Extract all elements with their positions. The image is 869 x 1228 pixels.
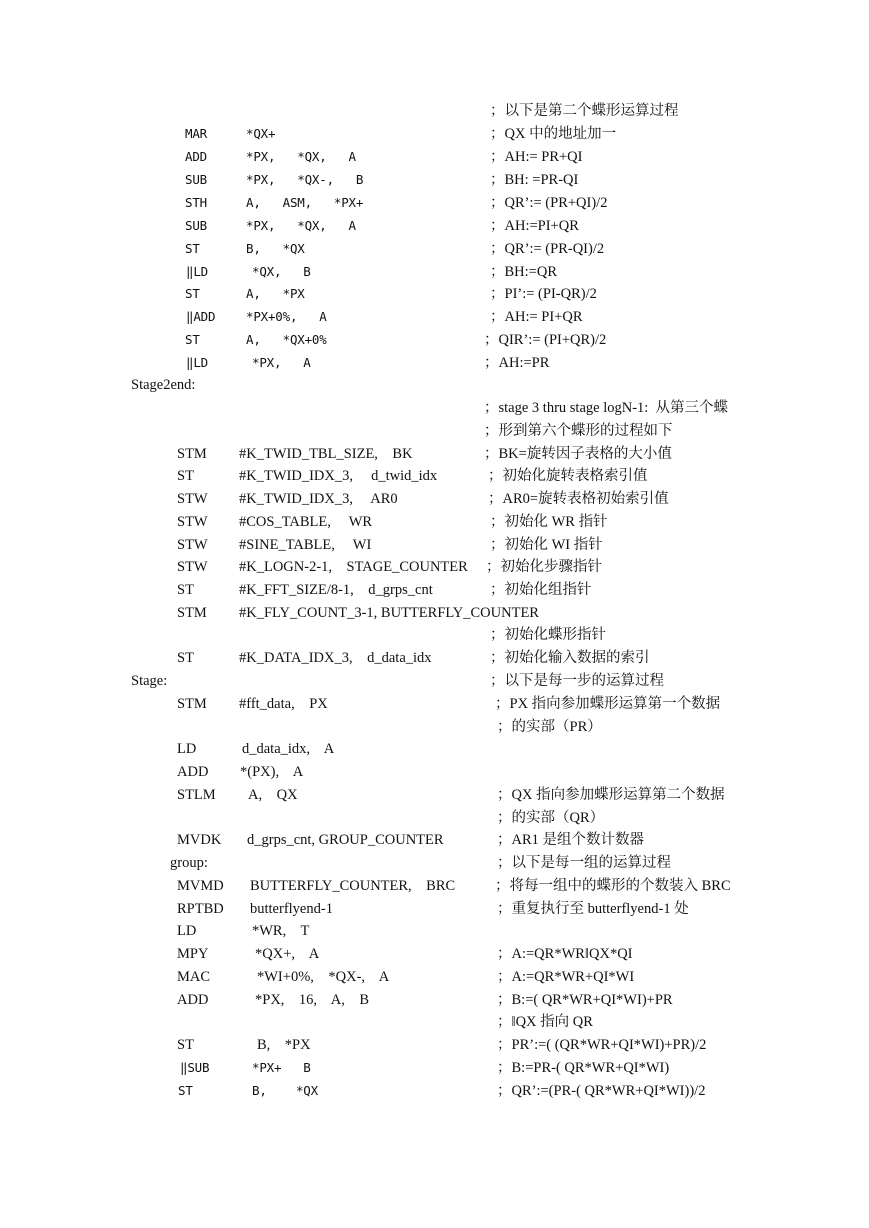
instruction-operands: #K_FLY_COUNT_3-1, BUTTERFLY_COUNTER [239,605,539,621]
instruction-opcode: MPY [177,946,209,962]
instruction-operands: B, *QX [252,1083,318,1098]
code-line [0,693,869,715]
line-comment: ；初始化蝶形指针 [490,627,606,643]
code-line [0,306,869,328]
instruction-opcode: ‖ADD [186,309,216,324]
line-comment: ；以下是第二个蝶形运算过程 [490,103,679,119]
instruction-opcode: STW [177,537,208,553]
code-line [0,215,869,237]
instruction-opcode: ‖SUB [180,1060,210,1075]
instruction-operands: B, *QX [246,241,305,256]
instruction-operands: *PX+ B [252,1060,311,1075]
line-comment: ；A:=QR*WR+QI*WI [497,969,635,985]
instruction-opcode: ST [177,582,194,598]
instruction-operands: #SINE_TABLE, WI [239,537,372,553]
instruction-opcode: STM [177,605,207,621]
code-line [0,829,869,851]
instruction-operands: #COS_TABLE, WR [239,514,373,530]
code-line [0,875,869,897]
instruction-opcode: MAR [185,126,207,141]
instruction-opcode: ST [177,1037,194,1053]
line-comment: ；的实部（QR） [497,810,605,826]
instruction-opcode: RPTBD [177,901,224,917]
line-comment: ；BH: =PR-QI [490,172,579,188]
instruction-operands: #K_TWID_IDX_3, d_twid_idx [239,468,438,484]
instruction-opcode: ‖LD [186,264,208,279]
line-label: Stage2end: [131,377,196,393]
instruction-opcode: STW [177,491,208,507]
code-line [0,761,869,783]
code-line [0,352,869,374]
line-comment: ；初始化 WR 指针 [490,514,608,530]
code-line [0,966,869,988]
code-line [0,898,869,920]
code-line [0,261,869,283]
instruction-opcode: ST [177,468,194,484]
code-line [0,534,869,556]
code-line [0,192,869,214]
code-line [0,146,869,168]
code-line [0,807,869,829]
instruction-opcode: MAC [177,969,211,985]
line-comment: ；‖QX 指向 QR [497,1014,593,1030]
line-comment: ；QR’:=(PR-( QR*WR+QI*WI))/2 [497,1083,706,1099]
instruction-opcode: ST [177,650,194,666]
line-comment: ；QX 指向参加蝶形运算第二个数据 [497,787,725,803]
instruction-operands: #K_TWID_TBL_SIZE, BK [239,446,413,462]
code-line [0,169,869,191]
code-line [0,1011,869,1033]
code-line [0,738,869,760]
instruction-operands: #K_TWID_IDX_3, AR0 [239,491,398,507]
instruction-opcode: LD [177,741,197,757]
code-line [0,1080,869,1102]
instruction-operands: A, ASM, *PX+ [246,195,364,210]
line-comment: ；A:=QR*WR‖QX*QI [497,946,633,962]
instruction-opcode: STW [177,559,208,575]
instruction-opcode: STM [177,446,207,462]
line-comment: ；形到第六个蝶形的过程如下 [484,423,673,439]
instruction-opcode: ST [185,332,200,347]
instruction-operands: *QX, B [252,264,311,279]
line-comment: ；QIR’:= (PI+QR)/2 [484,332,607,348]
instruction-operands: *WR, T [252,923,310,939]
instruction-opcode: STM [177,696,207,712]
line-label: Stage: [131,673,168,689]
code-line [0,420,869,442]
instruction-operands: d_grps_cnt, GROUP_COUNTER [247,832,444,848]
instruction-opcode: SUB [185,218,207,233]
code-line [0,238,869,260]
code-line [0,1034,869,1056]
instruction-operands: A, *PX [246,286,305,301]
line-comment: ；PX 指向参加蝶形运算第一个数据 [495,696,721,712]
line-comment: ；PI’:= (PI-QR)/2 [490,286,597,302]
line-comment: ；初始化 WI 指针 [490,537,603,553]
code-line [0,123,869,145]
instruction-opcode: STH [185,195,207,210]
instruction-operands: *PX, *QX, A [246,149,356,164]
line-comment: ；AH:= PI+QR [490,309,583,325]
instruction-opcode: ‖LD [186,355,208,370]
line-label: group: [170,855,208,871]
line-comment: ；B:=( QR*WR+QI*WI)+PR [497,992,673,1008]
instruction-opcode: ST [185,241,200,256]
instruction-opcode: STW [177,514,208,530]
instruction-operands: butterflyend-1 [250,901,333,917]
code-line [0,943,869,965]
line-comment: ；的实部（PR） [497,719,602,735]
line-comment: ；BH:=QR [490,264,557,280]
instruction-opcode: STLM [177,787,216,803]
instruction-operands: #fft_data, PX [239,696,328,712]
instruction-operands: *PX, A [252,355,311,370]
code-line [0,647,869,669]
line-comment: ；QR’:= (PR-QI)/2 [490,241,605,257]
code-line [0,374,869,396]
line-comment: ；BK=旋转因子表格的大小值 [484,446,672,462]
line-comment: ；初始化组指针 [490,582,592,598]
code-line [0,556,869,578]
code-line [0,488,869,510]
instruction-operands: *PX, *QX, A [246,218,356,233]
code-line [0,920,869,942]
code-line [0,670,869,692]
line-comment: ；stage 3 thru stage logN-1: 从第三个蝶 [484,400,729,416]
line-comment: ；将每一组中的蝶形的个数装入 BRC [495,878,731,894]
line-comment: ；QR’:= (PR+QI)/2 [490,195,608,211]
instruction-opcode: ADD [177,764,209,780]
instruction-operands: #K_FFT_SIZE/8-1, d_grps_cnt [239,582,433,598]
line-comment: ；以下是每一步的运算过程 [490,673,664,689]
line-comment: ；以下是每一组的运算过程 [497,855,671,871]
instruction-operands: BUTTERFLY_COUNTER, BRC [250,878,456,894]
line-comment: ；QX 中的地址加一 [490,126,617,142]
line-comment: ；初始化输入数据的索引 [490,650,650,666]
instruction-operands: *PX, 16, A, B [255,992,370,1008]
code-line [0,852,869,874]
code-line [0,716,869,738]
instruction-operands: *PX, *QX-, B [246,172,364,187]
line-comment: ；初始化旋转表格索引值 [488,468,648,484]
instruction-opcode: ADD [185,149,207,164]
line-comment: ；初始化步骤指针 [486,559,602,575]
code-line [0,100,869,122]
instruction-operands: *(PX), A [240,764,304,780]
line-comment: ；AH:= PR+QI [490,149,583,165]
instruction-operands: *PX+0%, A [246,309,327,324]
code-line [0,1057,869,1079]
line-comment: ；PR’:=( (QR*WR+QI*WI)+PR)/2 [497,1037,707,1053]
code-line [0,283,869,305]
instruction-operands: A, QX [248,787,298,803]
instruction-operands: d_data_idx, A [242,741,335,757]
line-comment: ；重复执行至 butterflyend-1 处 [497,901,689,917]
line-comment: ；AH:=PI+QR [490,218,579,234]
instruction-operands: *WI+0%, *QX-, A [257,969,390,985]
code-line [0,465,869,487]
line-comment: ；B:=PR-( QR*WR+QI*WI) [497,1060,670,1076]
instruction-operands: #K_DATA_IDX_3, d_data_idx [239,650,432,666]
instruction-opcode: MVMD [177,878,224,894]
code-line [0,397,869,419]
code-line [0,624,869,646]
instruction-operands: *QX+ [246,126,276,141]
line-comment: ；AR1 是组个数计数器 [497,832,645,848]
instruction-opcode: ST [185,286,200,301]
instruction-opcode: SUB [185,172,207,187]
code-line [0,329,869,351]
code-line [0,443,869,465]
instruction-opcode: LD [177,923,197,939]
code-line [0,602,869,624]
instruction-operands: A, *QX+0% [246,332,327,347]
code-line [0,579,869,601]
instruction-operands: *QX+, A [255,946,320,962]
code-line [0,511,869,533]
code-line [0,784,869,806]
line-comment: ；AR0=旋转表格初始索引值 [488,491,669,507]
code-line [0,989,869,1011]
instruction-opcode: ADD [177,992,209,1008]
instruction-opcode: MVDK [177,832,222,848]
instruction-operands: #K_LOGN-2-1, STAGE_COUNTER [239,559,468,575]
instruction-opcode: ST [178,1083,193,1098]
line-comment: ；AH:=PR [484,355,550,371]
instruction-operands: B, *PX [257,1037,311,1053]
